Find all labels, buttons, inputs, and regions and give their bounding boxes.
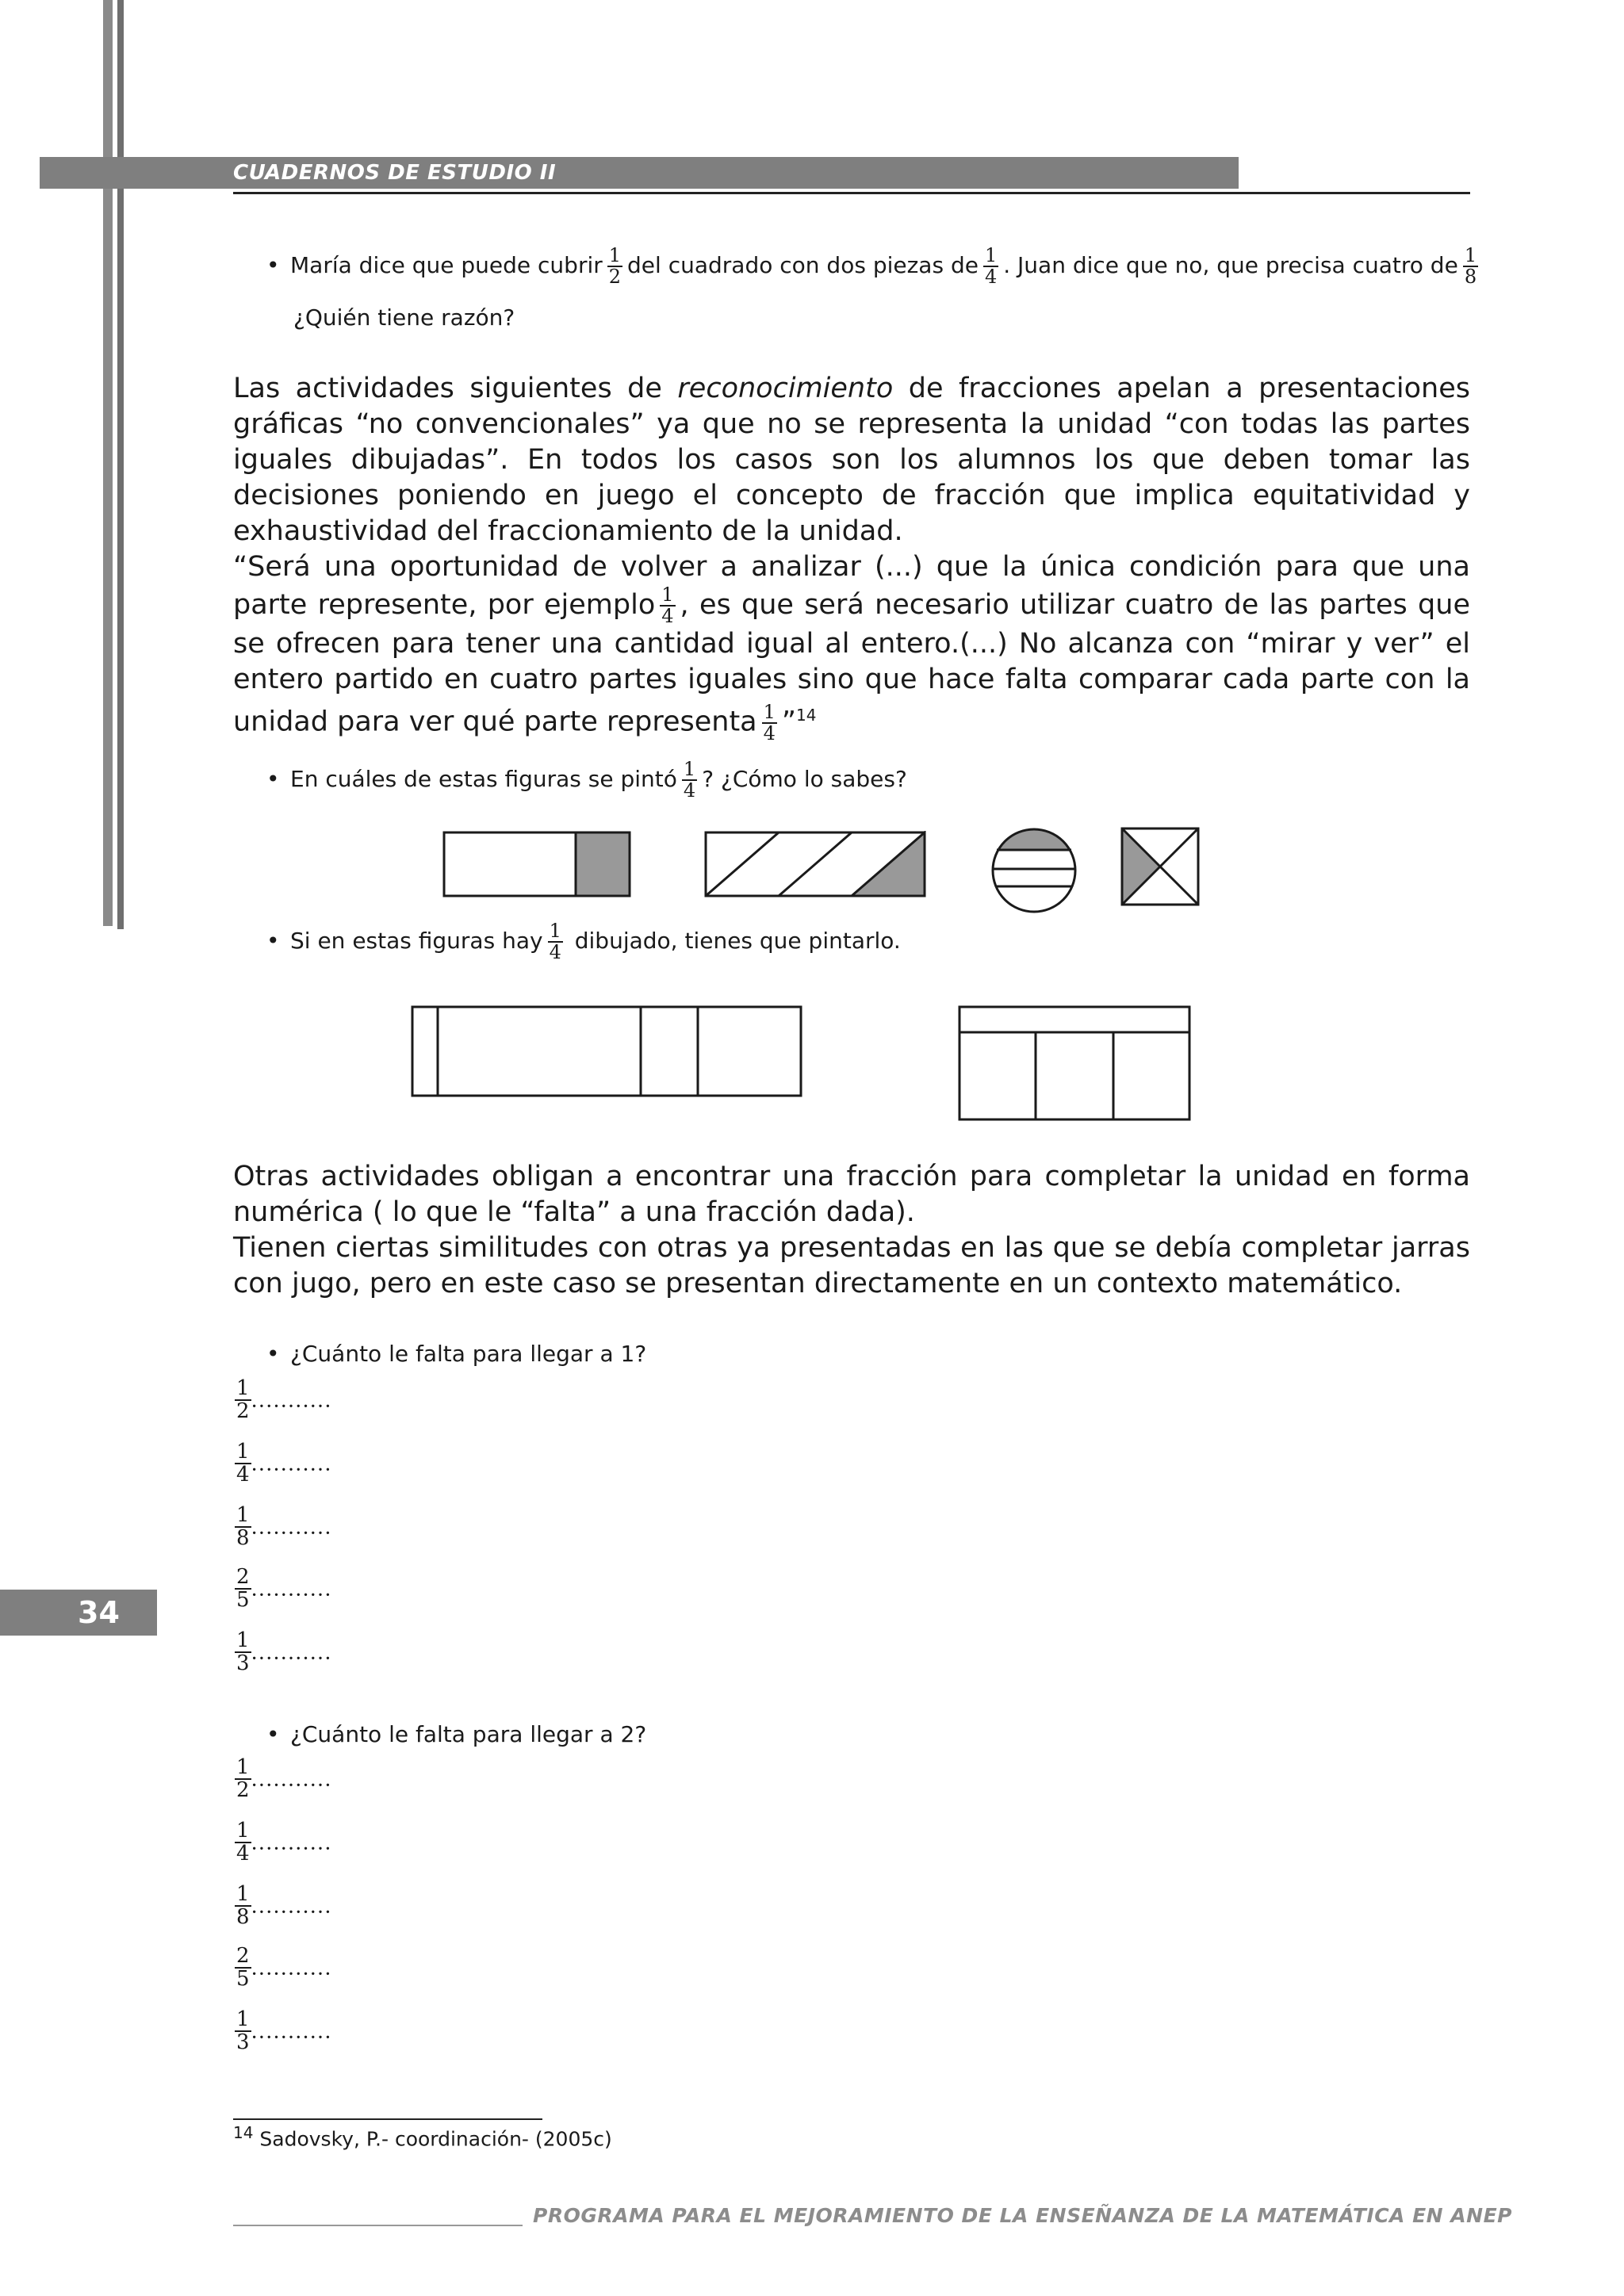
page-number: 34 xyxy=(78,1595,120,1630)
margin-bar-left xyxy=(103,0,113,926)
footer-rule xyxy=(233,2225,523,2226)
exercise2-question: • ¿Cuánto le falta para llegar a 2? xyxy=(266,1721,647,1747)
figure-rectangle-shaded-end xyxy=(442,831,633,899)
header-band xyxy=(40,157,1239,189)
fraction: $\frac{1}{8}$ xyxy=(1464,244,1477,289)
header-title: CUADERNOS DE ESTUDIO II xyxy=(233,161,557,185)
fraction: $\frac{1}{4}$ xyxy=(549,920,561,964)
header-rule xyxy=(233,192,1470,194)
bullet-text: María dice que puede cubrir xyxy=(290,252,603,279)
figure-rectangle-top-strip-columns xyxy=(958,1005,1193,1123)
fraction: $\frac{1}{4}$ xyxy=(763,700,776,745)
footer-title: PROGRAMA PARA EL MEJORAMIENTO DE LA ENSEÑANZA DE LA MATEMÁTICA EN ANEP xyxy=(533,2204,1512,2227)
list-item: $\frac{2}{5}$ ........... xyxy=(236,1944,332,1992)
fraction: $\frac{1}{2}$ xyxy=(608,244,622,289)
list-item: $\frac{1}{4}$ ........... xyxy=(236,1819,332,1866)
bullet-cuales: • En cuáles de estas figuras se pintó $\frac{1}{4}$ ? ¿Cómo lo sabes? xyxy=(266,758,907,802)
list-item: $\frac{1}{4}$ ........... xyxy=(236,1440,332,1487)
footnote: $^{14}$ Sadovsky, P.- coordinación- (2005c) xyxy=(233,2123,612,2151)
list-item: $\frac{2}{5}$ ........... xyxy=(236,1565,332,1613)
bullet-maria xyxy=(266,246,1483,287)
margin-bar-right xyxy=(117,0,124,929)
exercise1-question: • ¿Cuánto le falta para llegar a 1? xyxy=(266,1341,647,1367)
bullet-text: . Juan dice que no, que precisa cuatro de xyxy=(1003,252,1458,279)
paragraph-otras-actividades: Otras actividades obligan a encontrar una fracción para completar la unidad en forma numérica ( lo que le “falta” a una fracción dada). Tienen ciertas similitudes con otras ya presentadas en las que se debía completar jarras con jugo, pero en este caso se presentan directamente en un contexto matemático. xyxy=(233,1161,1470,1299)
question-quien: ¿Quién tiene razón? xyxy=(293,304,515,331)
list-item: $\frac{1}{2}$ ........... xyxy=(236,1376,332,1424)
fraction: $\frac{1}{4}$ xyxy=(661,584,674,628)
fraction: $\frac{1}{4}$ xyxy=(984,244,998,289)
list-item: $\frac{1}{8}$ ........... xyxy=(236,1503,332,1551)
paragraph-reconocimiento: Las actividades siguientes de reconocimiento de fracciones apelan a presentaciones gráficas “no convencionales” ya que no se representa la unidad “con todas las partes iguales dibujadas”. En todos los casos son los alumnos los que deben tomar las decisiones poniendo en juego el concepto de fracción que implica equitatividad y exhaustividad del fraccionamiento de la unidad. “Será una oportunidad de volver a analizar (...) que la única condición para que una parte represente, por ejemplo $\frac{1}{4}$ , es que será necesario utilizar cuatro de las partes que se ofrecen para tener una cantidad igual al entero.(...) No alcanza con “mirar y ver” el entero partido en cuatro partes iguales sino que hace falta comparar cada parte con la unidad para ver qué parte representa $\frac{1}{4}$ ”$^{14}$ xyxy=(233,373,1471,745)
list-item: $\frac{1}{8}$ ........... xyxy=(236,1882,332,1930)
figure-parallelogram-strips xyxy=(704,831,928,899)
list-item: $\frac{1}{3}$ ........... xyxy=(236,1628,332,1676)
bullet-si-en-estas: • Si en estas figuras hay $\frac{1}{4}$ dibujado, tienes que pintarlo. xyxy=(266,920,901,964)
list-item: $\frac{1}{2}$ ........... xyxy=(236,1755,332,1803)
quote-sadovsky: “Será una oportunidad de volver a analizar (...) que la única condición para que una parte represente, por ejemplo $\frac{1}{4}$ , es que será necesario utilizar cuatro de las partes que se ofrecen para tener una cantidad igual al entero.(...) No alcanza con “mirar y ver” el entero partido en cuatro partes iguales sino que hace falta comparar cada parte con la unidad para ver qué parte representa $\frac{1}{4}$ ”$^{14}$ xyxy=(233,551,1470,745)
bullet-mark: • xyxy=(266,252,280,279)
figure-rectangle-uneven-columns xyxy=(411,1005,804,1099)
list-item: $\frac{1}{3}$ ........... xyxy=(236,2007,332,2055)
bullet-text: del cuadrado con dos piezas de xyxy=(627,252,979,279)
figure-square-diagonals xyxy=(1120,826,1201,907)
fraction: $\frac{1}{4}$ xyxy=(683,758,696,802)
footnote-ref: 14 xyxy=(796,706,817,725)
figure-circle-strips xyxy=(990,826,1078,915)
footnote-rule xyxy=(233,2118,542,2120)
